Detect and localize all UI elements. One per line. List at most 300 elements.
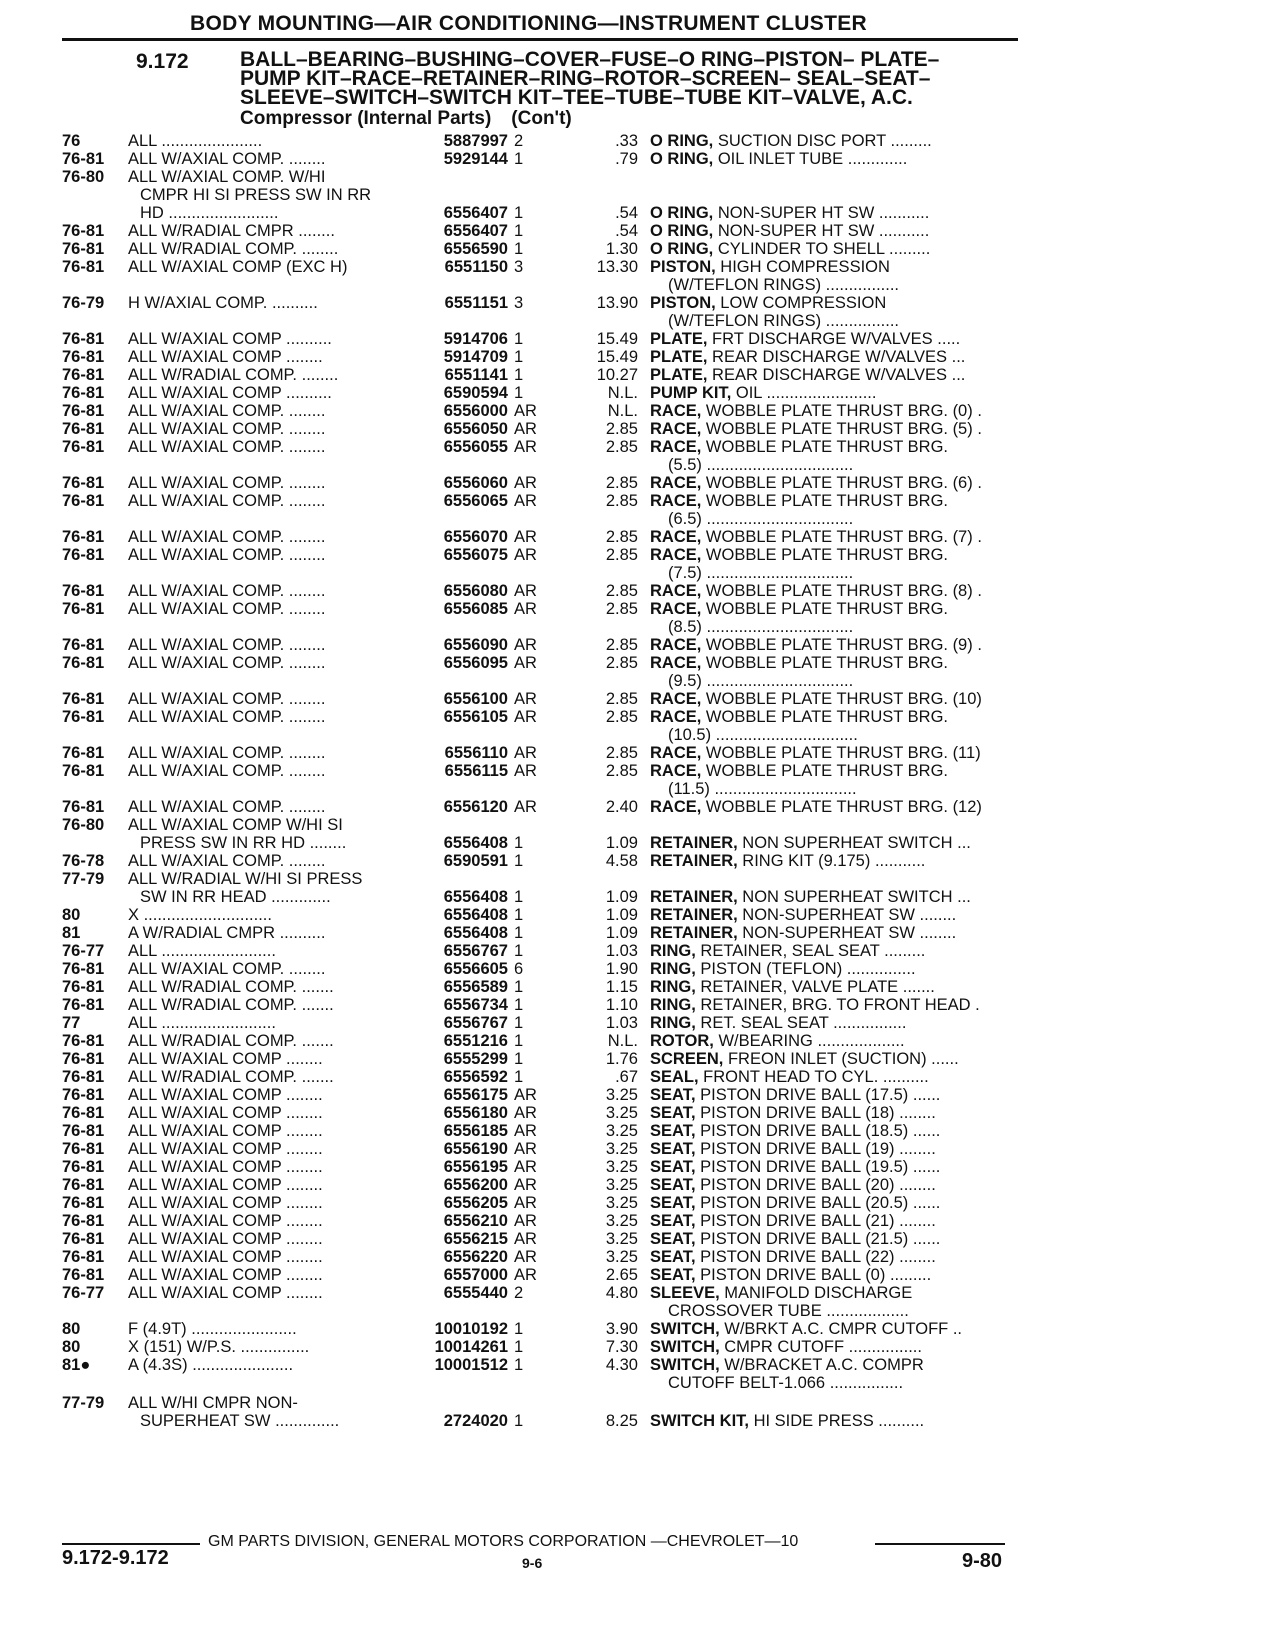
part-name: RACE, bbox=[650, 546, 702, 564]
part-description: (5.5) ................................ bbox=[668, 456, 854, 474]
part-number-cell: 6556080 bbox=[443, 582, 508, 600]
application-cell: ALL W/RADIAL COMP. ........ bbox=[128, 240, 339, 258]
part-number-cell: 6556592 bbox=[443, 1068, 508, 1086]
application-cell: ALL W/RADIAL COMP. ....... bbox=[128, 1032, 334, 1050]
application-cell: ALL W/AXIAL COMP ........ bbox=[128, 1176, 323, 1194]
part-name: RETAINER, bbox=[650, 852, 738, 870]
price-cell: N.L. bbox=[607, 1032, 638, 1050]
part-name: RING, bbox=[650, 996, 696, 1014]
price-cell: 2.85 bbox=[605, 762, 638, 780]
part-number-cell: 6556605 bbox=[443, 960, 508, 978]
application-cell: ALL W/AXIAL COMP. ........ bbox=[128, 600, 326, 618]
year-cell: 76-81 bbox=[62, 366, 105, 384]
part-name: RACE, bbox=[650, 690, 702, 708]
part-description: (6.5) ................................ bbox=[668, 510, 854, 528]
part-description: PISTON DRIVE BALL (21) ........ bbox=[695, 1212, 936, 1230]
table-row bbox=[0, 546, 1280, 565]
part-name: SEAT, bbox=[650, 1140, 696, 1158]
year-cell: 81● bbox=[62, 1356, 91, 1374]
table-row bbox=[0, 834, 1280, 853]
quantity-cell: AR bbox=[514, 1176, 537, 1194]
description-cell bbox=[650, 204, 1020, 223]
application-cell: ALL W/AXIAL COMP. ........ bbox=[128, 744, 326, 762]
part-description: W/BEARING ................... bbox=[713, 1032, 905, 1050]
description-cell bbox=[650, 888, 1020, 907]
part-description: RETAINER, VALVE PLATE ....... bbox=[695, 978, 935, 996]
part-name: RETAINER, bbox=[650, 906, 738, 924]
description-cell bbox=[650, 438, 1020, 457]
table-row bbox=[0, 672, 1280, 691]
description-cell bbox=[650, 258, 1020, 277]
part-number-cell: 6556408 bbox=[443, 888, 508, 906]
description-cell bbox=[650, 294, 1020, 313]
quantity-cell: 1 bbox=[514, 924, 524, 942]
price-cell: 2.85 bbox=[605, 708, 638, 726]
section-title bbox=[240, 50, 1000, 107]
part-number-cell: 6556408 bbox=[443, 834, 508, 852]
part-name: RING, bbox=[650, 960, 696, 978]
table-row bbox=[0, 150, 1280, 169]
price-cell: .67 bbox=[615, 1068, 638, 1086]
quantity-cell: AR bbox=[514, 1122, 537, 1140]
part-description: WOBBLE PLATE THRUST BRG. (12) bbox=[701, 798, 982, 816]
description-cell bbox=[650, 1014, 1020, 1033]
table-row bbox=[0, 1230, 1280, 1249]
year-cell: 76-81 bbox=[62, 1230, 105, 1248]
table-row bbox=[0, 726, 1280, 745]
part-description: NON SUPERHEAT SWITCH ... bbox=[737, 834, 971, 852]
year-cell: 76-81 bbox=[62, 690, 105, 708]
application-cell: ALL W/AXIAL COMP. ........ bbox=[128, 636, 326, 654]
table-row bbox=[0, 1412, 1280, 1431]
application-cell: X (151) W/P.S. ............... bbox=[128, 1338, 310, 1356]
description-cell bbox=[650, 492, 1020, 511]
table-row bbox=[0, 996, 1280, 1015]
part-number-cell: 6556200 bbox=[443, 1176, 508, 1194]
application-cell: ALL W/AXIAL COMP ........ bbox=[128, 1266, 323, 1284]
description-cell bbox=[650, 240, 1020, 259]
year-cell: 76-81 bbox=[62, 1140, 105, 1158]
quantity-cell: AR bbox=[514, 492, 537, 510]
description-cell bbox=[650, 1140, 1020, 1159]
part-number-cell: 6551151 bbox=[444, 294, 508, 312]
part-number-cell: 6551216 bbox=[443, 1032, 508, 1050]
quantity-cell: AR bbox=[514, 1140, 537, 1158]
quantity-cell: 1 bbox=[514, 978, 524, 996]
description-cell bbox=[668, 618, 1038, 637]
price-cell: 2.85 bbox=[605, 690, 638, 708]
table-row bbox=[0, 852, 1280, 871]
part-description: WOBBLE PLATE THRUST BRG. (10) bbox=[701, 690, 982, 708]
year-cell: 76-81 bbox=[62, 960, 105, 978]
quantity-cell: 1 bbox=[514, 330, 524, 348]
description-cell bbox=[650, 384, 1020, 403]
application-cell: X ............................ bbox=[128, 906, 272, 924]
price-cell: .79 bbox=[615, 150, 638, 168]
part-name: SWITCH KIT, bbox=[650, 1412, 749, 1430]
footer-range: 9.172-9.172 bbox=[62, 1547, 169, 1569]
part-description: PISTON DRIVE BALL (18.5) ...... bbox=[695, 1122, 941, 1140]
part-name: SEAT, bbox=[650, 1266, 696, 1284]
table-row bbox=[0, 1194, 1280, 1213]
part-description: RET. SEAL SEAT ................ bbox=[695, 1014, 907, 1032]
table-row bbox=[0, 258, 1280, 277]
price-cell: 1.09 bbox=[605, 906, 638, 924]
part-description: WOBBLE PLATE THRUST BRG. (5) . bbox=[701, 420, 982, 438]
part-name: SEAT, bbox=[650, 1248, 696, 1266]
year-cell: 76-81 bbox=[62, 1086, 105, 1104]
table-row bbox=[0, 168, 1280, 187]
description-cell bbox=[650, 222, 1020, 241]
description-cell bbox=[650, 906, 1020, 925]
section-title-line: BALL–BEARING–BUSHING–COVER–FUSE–O RING–PISTON– PLATE– bbox=[240, 48, 940, 71]
footer-rule-left bbox=[62, 1543, 200, 1545]
footer-division: GM PARTS DIVISION, GENERAL MOTORS CORPORATION —CHEVROLET—10 bbox=[208, 1533, 799, 1550]
table-row bbox=[0, 1104, 1280, 1123]
table-row bbox=[0, 1140, 1280, 1159]
table-row bbox=[0, 780, 1280, 799]
description-cell bbox=[650, 1050, 1020, 1069]
application-cell: ALL W/AXIAL COMP ........ bbox=[128, 1122, 323, 1140]
price-cell: 10.27 bbox=[596, 366, 638, 384]
quantity-cell: 1 bbox=[514, 942, 524, 960]
year-cell: 76-81 bbox=[62, 1194, 105, 1212]
description-cell bbox=[650, 924, 1020, 943]
year-cell: 76-81 bbox=[62, 402, 105, 420]
application-cell: ALL W/AXIAL COMP. ........ bbox=[128, 762, 326, 780]
table-row bbox=[0, 186, 1280, 205]
part-description: (W/TEFLON RINGS) ................ bbox=[668, 312, 900, 330]
application-cell: ALL W/AXIAL COMP .......... bbox=[128, 384, 332, 402]
quantity-cell: 1 bbox=[514, 204, 524, 222]
part-description: WOBBLE PLATE THRUST BRG. bbox=[701, 600, 948, 618]
table-row bbox=[0, 708, 1280, 727]
part-number-cell: 6556734 bbox=[443, 996, 508, 1014]
description-cell bbox=[668, 312, 1038, 331]
part-name: RACE, bbox=[650, 474, 702, 492]
application-cell: ALL W/AXIAL COMP. ........ bbox=[128, 528, 326, 546]
part-description: LOW COMPRESSION bbox=[715, 294, 887, 312]
price-cell: 1.15 bbox=[605, 978, 638, 996]
year-cell: 76-81 bbox=[62, 798, 105, 816]
table-row bbox=[0, 240, 1280, 259]
part-description: REAR DISCHARGE W/VALVES ... bbox=[707, 366, 966, 384]
application-cell: SUPERHEAT SW .............. bbox=[140, 1412, 340, 1430]
table-row bbox=[0, 1338, 1280, 1357]
description-cell bbox=[650, 1356, 1020, 1375]
year-cell: 76-81 bbox=[62, 1050, 105, 1068]
quantity-cell: 1 bbox=[514, 366, 524, 384]
price-cell: 15.49 bbox=[596, 348, 638, 366]
section-title-line: PUMP KIT–RACE–RETAINER–RING–ROTOR–SCREEN– SEAL–SEAT– bbox=[240, 67, 931, 90]
part-description: PISTON DRIVE BALL (17.5) ...... bbox=[695, 1086, 941, 1104]
part-description: PISTON (TEFLON) ............... bbox=[695, 960, 916, 978]
quantity-cell: AR bbox=[514, 528, 537, 546]
part-name: RACE, bbox=[650, 654, 702, 672]
description-cell bbox=[650, 420, 1020, 439]
price-cell: 3.25 bbox=[605, 1194, 638, 1212]
description-cell bbox=[668, 1302, 1038, 1321]
table-row bbox=[0, 924, 1280, 943]
table-row bbox=[0, 204, 1280, 223]
description-cell bbox=[650, 798, 1020, 817]
price-cell: 2.65 bbox=[605, 1266, 638, 1284]
application-cell: ALL W/AXIAL COMP ........ bbox=[128, 1248, 323, 1266]
description-cell bbox=[668, 456, 1038, 475]
part-name: PLATE, bbox=[650, 366, 708, 384]
table-row bbox=[0, 870, 1280, 889]
part-description: PISTON DRIVE BALL (0) ......... bbox=[695, 1266, 932, 1284]
table-row bbox=[0, 294, 1280, 313]
part-number-cell: 6556408 bbox=[443, 906, 508, 924]
year-cell: 76-81 bbox=[62, 492, 105, 510]
quantity-cell: 2 bbox=[514, 1284, 524, 1302]
part-name: RACE, bbox=[650, 762, 702, 780]
part-number-cell: 6556110 bbox=[444, 744, 508, 762]
quantity-cell: AR bbox=[514, 798, 537, 816]
description-cell bbox=[668, 1374, 1038, 1393]
quantity-cell: AR bbox=[514, 1158, 537, 1176]
part-description: FRONT HEAD TO CYL. .......... bbox=[698, 1068, 929, 1086]
part-number-cell: 6556100 bbox=[443, 690, 508, 708]
quantity-cell: 1 bbox=[514, 1032, 524, 1050]
quantity-cell: AR bbox=[514, 744, 537, 762]
table-row bbox=[0, 744, 1280, 763]
part-description: WOBBLE PLATE THRUST BRG. bbox=[701, 654, 948, 672]
part-name: PUMP KIT, bbox=[650, 384, 732, 402]
quantity-cell: AR bbox=[514, 1194, 537, 1212]
table-row bbox=[0, 1212, 1280, 1231]
year-cell: 80 bbox=[62, 1320, 81, 1338]
part-number-cell: 6556195 bbox=[443, 1158, 508, 1176]
quantity-cell: 1 bbox=[514, 384, 524, 402]
part-number-cell: 6556210 bbox=[443, 1212, 508, 1230]
table-row bbox=[0, 564, 1280, 583]
application-cell: ALL W/AXIAL COMP .......... bbox=[128, 330, 332, 348]
part-description: (7.5) ................................ bbox=[668, 564, 854, 582]
table-row bbox=[0, 402, 1280, 421]
part-number-cell: 5914706 bbox=[443, 330, 508, 348]
part-description: WOBBLE PLATE THRUST BRG. (7) . bbox=[701, 528, 982, 546]
part-number-cell: 6556090 bbox=[443, 636, 508, 654]
description-cell bbox=[650, 474, 1020, 493]
description-cell bbox=[668, 276, 1038, 295]
quantity-cell: AR bbox=[514, 708, 537, 726]
price-cell: 1.03 bbox=[605, 1014, 638, 1032]
description-cell bbox=[650, 1248, 1020, 1267]
part-name: RING, bbox=[650, 1014, 696, 1032]
description-cell bbox=[650, 150, 1020, 169]
application-cell: ALL W/AXIAL COMP. ........ bbox=[128, 420, 326, 438]
description-cell bbox=[650, 1284, 1020, 1303]
part-number-cell: 10014261 bbox=[434, 1338, 508, 1356]
part-name: RETAINER, bbox=[650, 888, 738, 906]
table-row bbox=[0, 978, 1280, 997]
part-number-cell: 6556407 bbox=[443, 204, 508, 222]
description-cell bbox=[650, 636, 1020, 655]
application-cell: ALL W/RADIAL COMP. ........ bbox=[128, 366, 339, 384]
application-cell: ALL W/AXIAL COMP. ........ bbox=[128, 492, 326, 510]
part-number-cell: 10001512 bbox=[434, 1356, 508, 1374]
quantity-cell: 1 bbox=[514, 852, 524, 870]
description-cell bbox=[650, 348, 1020, 367]
quantity-cell: 2 bbox=[514, 132, 524, 150]
year-cell: 76-81 bbox=[62, 258, 105, 276]
part-name: O RING, bbox=[650, 204, 714, 222]
part-number-cell: 5914709 bbox=[443, 348, 508, 366]
table-row bbox=[0, 1122, 1280, 1141]
table-row bbox=[0, 492, 1280, 511]
quantity-cell: AR bbox=[514, 582, 537, 600]
table-row bbox=[0, 348, 1280, 367]
part-number-cell: 6556589 bbox=[443, 978, 508, 996]
subheading bbox=[240, 108, 572, 130]
part-description: HI SIDE PRESS .......... bbox=[749, 1412, 925, 1430]
section-number: 9.172 bbox=[136, 50, 189, 73]
part-description: REAR DISCHARGE W/VALVES ... bbox=[707, 348, 966, 366]
price-cell: .33 bbox=[615, 132, 638, 150]
quantity-cell: AR bbox=[514, 1230, 537, 1248]
description-cell bbox=[668, 672, 1038, 691]
quantity-cell: 1 bbox=[514, 888, 524, 906]
table-row bbox=[0, 438, 1280, 457]
quantity-cell: 1 bbox=[514, 1014, 524, 1032]
part-number-cell: 6556408 bbox=[443, 924, 508, 942]
part-description: MANIFOLD DISCHARGE bbox=[719, 1284, 913, 1302]
table-row bbox=[0, 510, 1280, 529]
part-name: SEAT, bbox=[650, 1176, 696, 1194]
price-cell: 13.30 bbox=[596, 258, 638, 276]
description-cell bbox=[650, 708, 1020, 727]
part-description: PISTON DRIVE BALL (19) ........ bbox=[695, 1140, 936, 1158]
table-row bbox=[0, 798, 1280, 817]
price-cell: N.L. bbox=[607, 402, 638, 420]
table-row bbox=[0, 1320, 1280, 1339]
quantity-cell: AR bbox=[514, 1248, 537, 1266]
price-cell: 1.03 bbox=[605, 942, 638, 960]
application-cell: ALL W/AXIAL COMP. ........ bbox=[128, 474, 326, 492]
part-number-cell: 6556590 bbox=[443, 240, 508, 258]
part-number-cell: 6556215 bbox=[443, 1230, 508, 1248]
part-name: SLEEVE, bbox=[650, 1284, 720, 1302]
continued-label: (Con't) bbox=[511, 108, 572, 129]
part-description: PISTON DRIVE BALL (20.5) ...... bbox=[695, 1194, 941, 1212]
application-cell: ALL W/AXIAL COMP ........ bbox=[128, 1230, 323, 1248]
application-cell: ALL W/AXIAL COMP. ........ bbox=[128, 654, 326, 672]
description-cell bbox=[650, 960, 1020, 979]
part-number-cell: 6556115 bbox=[444, 762, 508, 780]
price-cell: 2.85 bbox=[605, 420, 638, 438]
part-name: SEAT, bbox=[650, 1194, 696, 1212]
table-row bbox=[0, 1032, 1280, 1051]
part-number-cell: 6555299 bbox=[443, 1050, 508, 1068]
year-cell: 76-80 bbox=[62, 816, 105, 834]
part-description: (8.5) ................................ bbox=[668, 618, 854, 636]
application-cell: A (4.3S) ...................... bbox=[128, 1356, 294, 1374]
quantity-cell: 1 bbox=[514, 150, 524, 168]
description-cell bbox=[650, 330, 1020, 349]
part-description: HIGH COMPRESSION bbox=[715, 258, 890, 276]
part-description: WOBBLE PLATE THRUST BRG. (0) . bbox=[701, 402, 982, 420]
application-cell: ALL W/AXIAL COMP. ........ bbox=[128, 852, 326, 870]
part-description: FRT DISCHARGE W/VALVES ..... bbox=[707, 330, 961, 348]
part-name: SEAT, bbox=[650, 1158, 696, 1176]
part-name: PISTON, bbox=[650, 294, 716, 312]
part-number-cell: 6556000 bbox=[443, 402, 508, 420]
section-title-line: SLEEVE–SWITCH–SWITCH KIT–TEE–TUBE–TUBE KIT–VALVE, A.C. bbox=[240, 86, 913, 109]
part-name: RING, bbox=[650, 942, 696, 960]
year-cell: 76-80 bbox=[62, 168, 105, 186]
description-cell bbox=[650, 852, 1020, 871]
price-cell: 3.25 bbox=[605, 1158, 638, 1176]
quantity-cell: AR bbox=[514, 1266, 537, 1284]
table-row bbox=[0, 636, 1280, 655]
quantity-cell: AR bbox=[514, 438, 537, 456]
description-cell bbox=[650, 744, 1020, 763]
part-description: PISTON DRIVE BALL (21.5) ...... bbox=[695, 1230, 941, 1248]
application-cell: ALL W/AXIAL COMP ........ bbox=[128, 1104, 323, 1122]
description-cell bbox=[650, 1194, 1020, 1213]
part-number-cell: 6551150 bbox=[444, 258, 508, 276]
description-cell bbox=[650, 1104, 1020, 1123]
year-cell: 76 bbox=[62, 132, 81, 150]
table-row bbox=[0, 276, 1280, 295]
application-cell: ALL W/AXIAL COMP. ........ bbox=[128, 690, 326, 708]
application-cell: ALL W/AXIAL COMP. ........ bbox=[128, 582, 326, 600]
part-name: O RING, bbox=[650, 132, 714, 150]
table-row bbox=[0, 1014, 1280, 1033]
part-number-cell: 6556767 bbox=[443, 1014, 508, 1032]
part-name: PLATE, bbox=[650, 348, 708, 366]
quantity-cell: 1 bbox=[514, 1050, 524, 1068]
table-row bbox=[0, 618, 1280, 637]
table-row bbox=[0, 1356, 1280, 1375]
price-cell: 3.90 bbox=[605, 1320, 638, 1338]
part-description: W/BRKT A.C. CMPR CUTOFF .. bbox=[719, 1320, 962, 1338]
year-cell: 76-78 bbox=[62, 852, 105, 870]
quantity-cell: 1 bbox=[514, 834, 524, 852]
application-cell: PRESS SW IN RR HD ........ bbox=[140, 834, 347, 852]
description-cell bbox=[650, 762, 1020, 781]
table-row bbox=[0, 1050, 1280, 1069]
part-description: WOBBLE PLATE THRUST BRG. bbox=[701, 438, 948, 456]
application-cell: ALL W/AXIAL COMP. ........ bbox=[128, 708, 326, 726]
part-number-cell: 6556180 bbox=[443, 1104, 508, 1122]
application-cell: ALL W/AXIAL COMP W/HI SI bbox=[128, 816, 343, 834]
part-name: SEAT, bbox=[650, 1122, 696, 1140]
application-cell: ALL W/RADIAL COMP. ....... bbox=[128, 996, 334, 1014]
part-description: (9.5) ................................ bbox=[668, 672, 854, 690]
quantity-cell: 1 bbox=[514, 222, 524, 240]
part-number-cell: 6556105 bbox=[443, 708, 508, 726]
quantity-cell: 1 bbox=[514, 1412, 524, 1430]
price-cell: 15.49 bbox=[596, 330, 638, 348]
quantity-cell: 6 bbox=[514, 960, 524, 978]
price-cell: 2.85 bbox=[605, 744, 638, 762]
part-number-cell: 6555440 bbox=[443, 1284, 508, 1302]
part-description: W/BRACKET A.C. COMPR bbox=[719, 1356, 924, 1374]
table-row bbox=[0, 528, 1280, 547]
part-description: WOBBLE PLATE THRUST BRG. bbox=[701, 708, 948, 726]
description-cell bbox=[650, 996, 1020, 1015]
table-row bbox=[0, 960, 1280, 979]
application-cell: ALL W/AXIAL COMP. ........ bbox=[128, 546, 326, 564]
part-description: NON-SUPERHEAT SW ........ bbox=[737, 924, 957, 942]
description-cell bbox=[650, 1412, 1020, 1431]
price-cell: 8.25 bbox=[605, 1412, 638, 1430]
part-description: WOBBLE PLATE THRUST BRG. (8) . bbox=[701, 582, 982, 600]
table-row bbox=[0, 1374, 1280, 1393]
